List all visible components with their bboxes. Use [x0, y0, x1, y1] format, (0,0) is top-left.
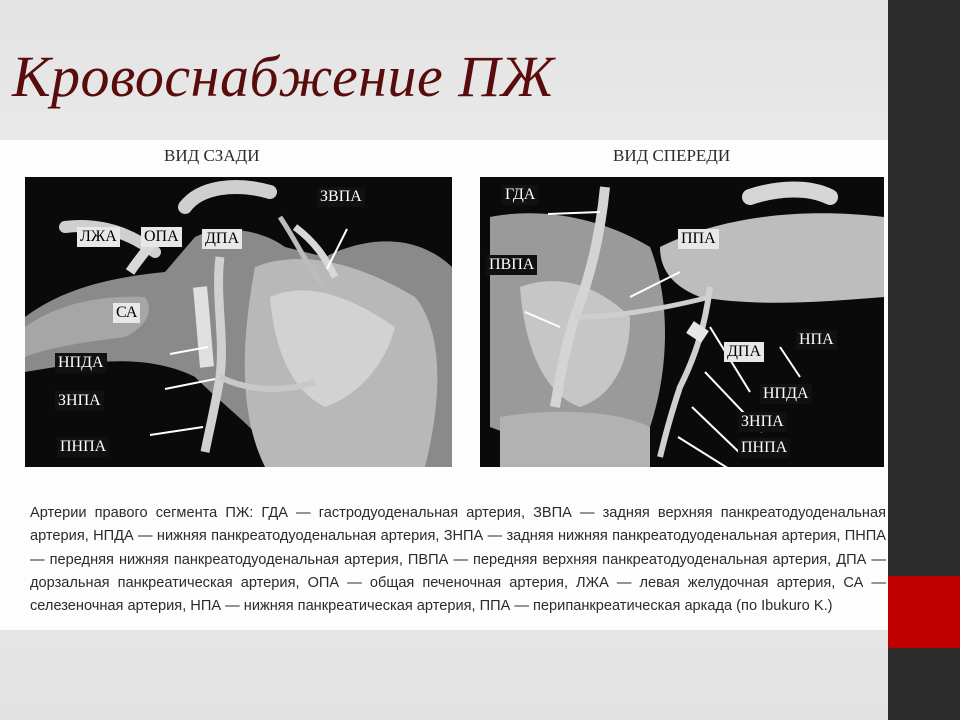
label-npda-anterior: НПДА — [760, 384, 812, 404]
label-gda: ГДА — [502, 185, 538, 205]
label-sa: СА — [113, 303, 140, 323]
label-pvpa: ПВПА — [486, 255, 537, 275]
label-pnpa-anterior: ПНПА — [738, 438, 790, 458]
label-npda: НПДА — [55, 353, 107, 373]
label-ppa: ППА — [678, 229, 719, 249]
label-dpa-anterior: ДПА — [724, 342, 764, 362]
label-opa: ОПА — [141, 227, 182, 247]
anterior-specimen-drawing — [480, 177, 884, 467]
label-dpa: ДПА — [202, 229, 242, 249]
anatomy-figure — [0, 140, 888, 630]
slide-title: Кровоснабжение ПЖ — [12, 44, 555, 109]
right-panel-heading: ВИД СПЕРЕДИ — [613, 146, 731, 165]
figure-caption: Артерии правого сегмента ПЖ: ГДА — гастродуоденальная артерия, ЗВПА — задняя верхняя панкреатодуоденальная артерия, НПДА — нижняя панкреатодуоденальная артерия, ЗНПА — задняя нижняя панкреатодуоденальная артерия, ПНПА — передняя нижняя панкреатодуоденальная артерия, ПВПА — передняя верхняя панкреатодуоденальная артерия, ДПА — дорзальная панкреатическая артерия, ОПА — общая печеночная артерия, ЛЖА — левая желудочная артерия, СА — селезеночная артерия, НПА — нижняя панкреатическая артерия, ППА — перипанкреатическая аркада (по Ibukuro K.) — [30, 505, 886, 615]
posterior-view-photo — [25, 177, 452, 467]
red-accent-block — [888, 576, 960, 648]
left-panel-heading: ВИД СЗАДИ — [164, 146, 260, 165]
label-pnpa: ПНПА — [57, 437, 109, 457]
label-zvpa: ЗВПА — [317, 187, 365, 207]
label-znpa: ЗНПА — [55, 391, 104, 411]
anterior-view-photo — [480, 177, 884, 467]
posterior-specimen-drawing — [25, 177, 452, 467]
label-lzha: ЛЖА — [77, 227, 120, 247]
label-znpa-anterior: ЗНПА — [738, 412, 787, 432]
label-npa: НПА — [796, 330, 837, 350]
